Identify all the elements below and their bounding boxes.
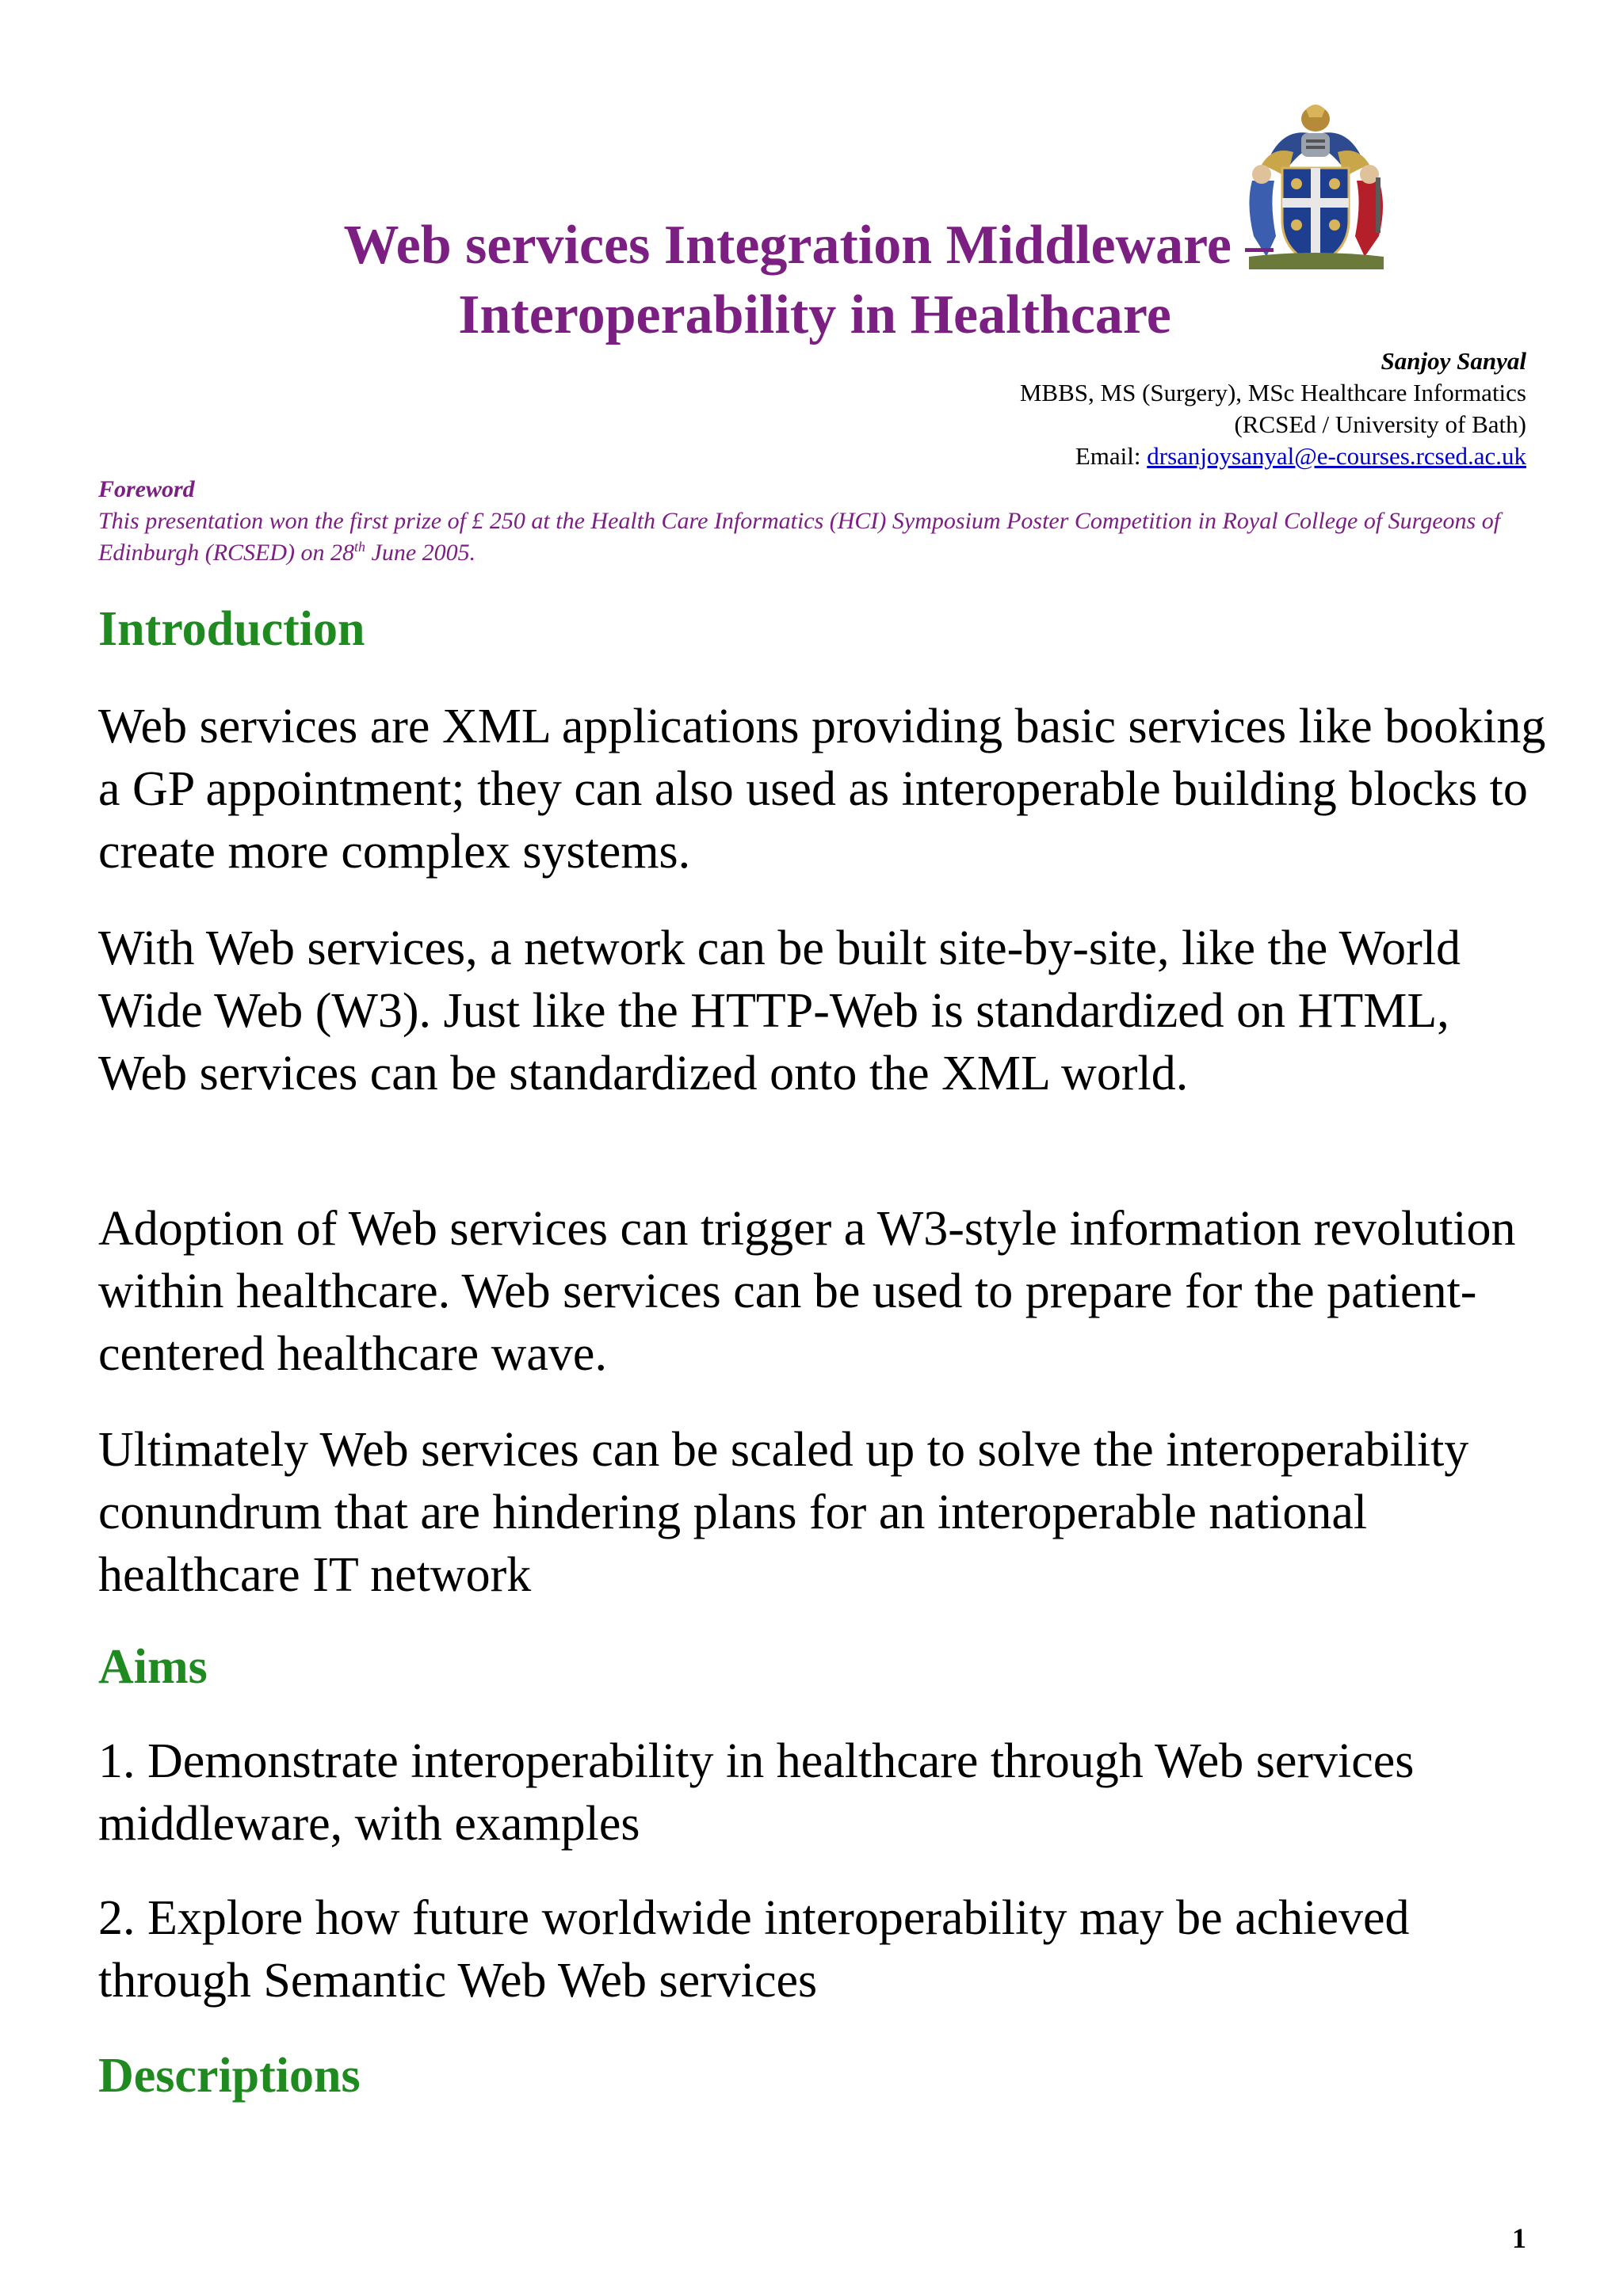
foreword-text-part-2: June 2005. bbox=[365, 540, 476, 566]
introduction-heading: Introduction bbox=[98, 602, 365, 656]
aims-item: 1. Demonstrate interoperability in healthcare through Web services middleware, with examples bbox=[98, 1734, 1415, 1851]
document-title-line-2: Interoperability in Healthcare bbox=[458, 284, 1171, 345]
foreword bbox=[98, 474, 1541, 569]
author-email-line bbox=[1020, 441, 1526, 472]
foreword-text bbox=[98, 505, 1541, 569]
email-link[interactable]: drsanjoysanyal@e-courses.rcsed.ac.uk bbox=[1147, 442, 1526, 470]
email-label: Email: bbox=[1075, 442, 1148, 470]
foreword-label: Foreword bbox=[98, 476, 195, 502]
foreword-superscript: th bbox=[354, 539, 366, 555]
introduction-paragraph: Web services are XML applications providing basic services like booking a GP appointment; they can also used as interoperable building blocks to create more complex systems. bbox=[98, 700, 1546, 879]
author-degrees: MBBS, MS (Surgery), MSc Healthcare Informatics bbox=[1019, 379, 1526, 406]
aims-heading: Aims bbox=[98, 1640, 208, 1694]
foreword-text-part-1: This presentation won the first prize of £ 250 at the Health Care Informatics (HCI) Symposium Poster Competition in Royal College of Surgeons of Edinburgh (RCSED) on 28 bbox=[98, 508, 1501, 566]
introduction-paragraph: Ultimately Web services can be scaled up to solve the interoperability conundrum that are hindering plans for an interoperable national healthcare IT network bbox=[98, 1423, 1469, 1602]
page-number: 1 bbox=[1512, 2222, 1526, 2254]
introduction-paragraph: With Web services, a network can be built site-by-site, like the World Wide Web (W3). Just like the HTTP-Web is standardized on HTML, Web services can be standardized onto the XML world. bbox=[98, 921, 1461, 1100]
introduction-paragraph: Adoption of Web services can trigger a W3-style information revolution within healthcare. Web services can be used to prepare for the patient-centered healthcare wave. bbox=[98, 1202, 1516, 1381]
descriptions-heading: Descriptions bbox=[98, 2049, 361, 2103]
aims-item: 2. Explore how future worldwide interoperability may be achieved through Semantic Web Web services bbox=[98, 1891, 1410, 2008]
document-title-line-1: Web services Integration Middleware – bbox=[343, 215, 1274, 276]
author-block bbox=[1020, 345, 1526, 472]
author-name: Sanjoy Sanyal bbox=[1381, 347, 1526, 375]
author-affiliation: (RCSEd / University of Bath) bbox=[1234, 410, 1526, 438]
